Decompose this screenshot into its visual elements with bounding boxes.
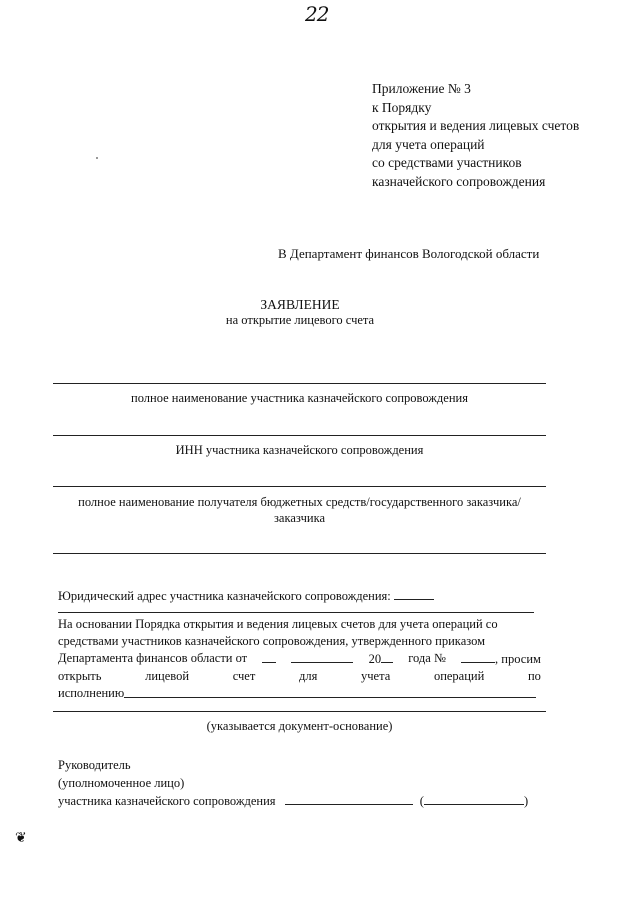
recipient-caption-line1: полное наименование получателя бюджетных средств/государственного заказчика/: [78, 495, 521, 509]
signature-block: [58, 756, 528, 810]
legal-address-field[interactable]: [394, 587, 434, 600]
order-number-field[interactable]: [461, 650, 495, 663]
signature-row: участника казначейского сопровождения ( ): [58, 794, 529, 808]
inn-caption: ИНН участника казначейского сопровождения: [175, 443, 424, 457]
basis-document-field[interactable]: [53, 711, 546, 712]
signature-label: участника казначейского сопровождения: [58, 794, 276, 808]
signature-field[interactable]: [285, 792, 413, 805]
paragraph-line: средствами участников казначейского сопровождения, утвержденного приказом: [58, 634, 486, 648]
paragraph-line: открыть лицевой счет для учета операций по: [58, 669, 541, 683]
appendix-header: [372, 80, 579, 191]
day-field[interactable]: [262, 650, 276, 663]
appendix-line: со средствами участников: [372, 155, 522, 170]
year-field[interactable]: [381, 650, 393, 663]
paragraph-line-execution: исполнению: [58, 685, 541, 702]
request-paragraph: [58, 616, 541, 702]
signature-role-note: (уполномоченное лицо): [58, 776, 185, 790]
paragraph-line: На основании Порядка открытия и ведения лицевых счетов для учета операций со: [58, 617, 498, 631]
appendix-line: казначейского сопровождения: [372, 173, 546, 189]
appendix-line: открытия и ведения лицевых счетов: [372, 118, 580, 133]
signatory-name-field[interactable]: [424, 792, 524, 805]
recipient-name-field[interactable]: [53, 486, 546, 487]
appendix-line: к Порядку: [372, 99, 432, 115]
scan-speck: [96, 157, 98, 159]
appendix-line: для учета операций: [372, 136, 485, 152]
recipient-extra-line[interactable]: [53, 553, 546, 554]
legal-address-label: Юридический адрес участника казначейского сопровождения:: [58, 589, 391, 603]
inn-field[interactable]: [53, 435, 546, 436]
recipient-caption-line2: заказчика: [273, 511, 325, 525]
margin-mark-icon: ❦: [15, 831, 27, 846]
legal-address-row: [58, 587, 434, 605]
participant-name-field[interactable]: [53, 383, 546, 384]
appendix-line: Приложение № 3: [372, 81, 471, 96]
document-title: ЗАЯВЛЕНИЕ: [260, 297, 340, 312]
page-number: 22: [305, 2, 329, 26]
participant-name-caption: полное наименование участника казначейского сопровождения: [131, 391, 468, 405]
addressee: В Департамент финансов Вологодской области: [278, 246, 540, 261]
month-field[interactable]: [291, 650, 353, 663]
legal-address-line[interactable]: [58, 612, 534, 613]
document-subtitle: на открытие лицевого счета: [225, 313, 375, 327]
basis-document-caption: (указывается документ-основание): [206, 719, 393, 733]
paragraph-line-date: Департамента финансов области от 20 года № , просим: [58, 651, 541, 666]
execution-field[interactable]: [124, 685, 536, 698]
signature-role: Руководитель: [58, 758, 131, 772]
